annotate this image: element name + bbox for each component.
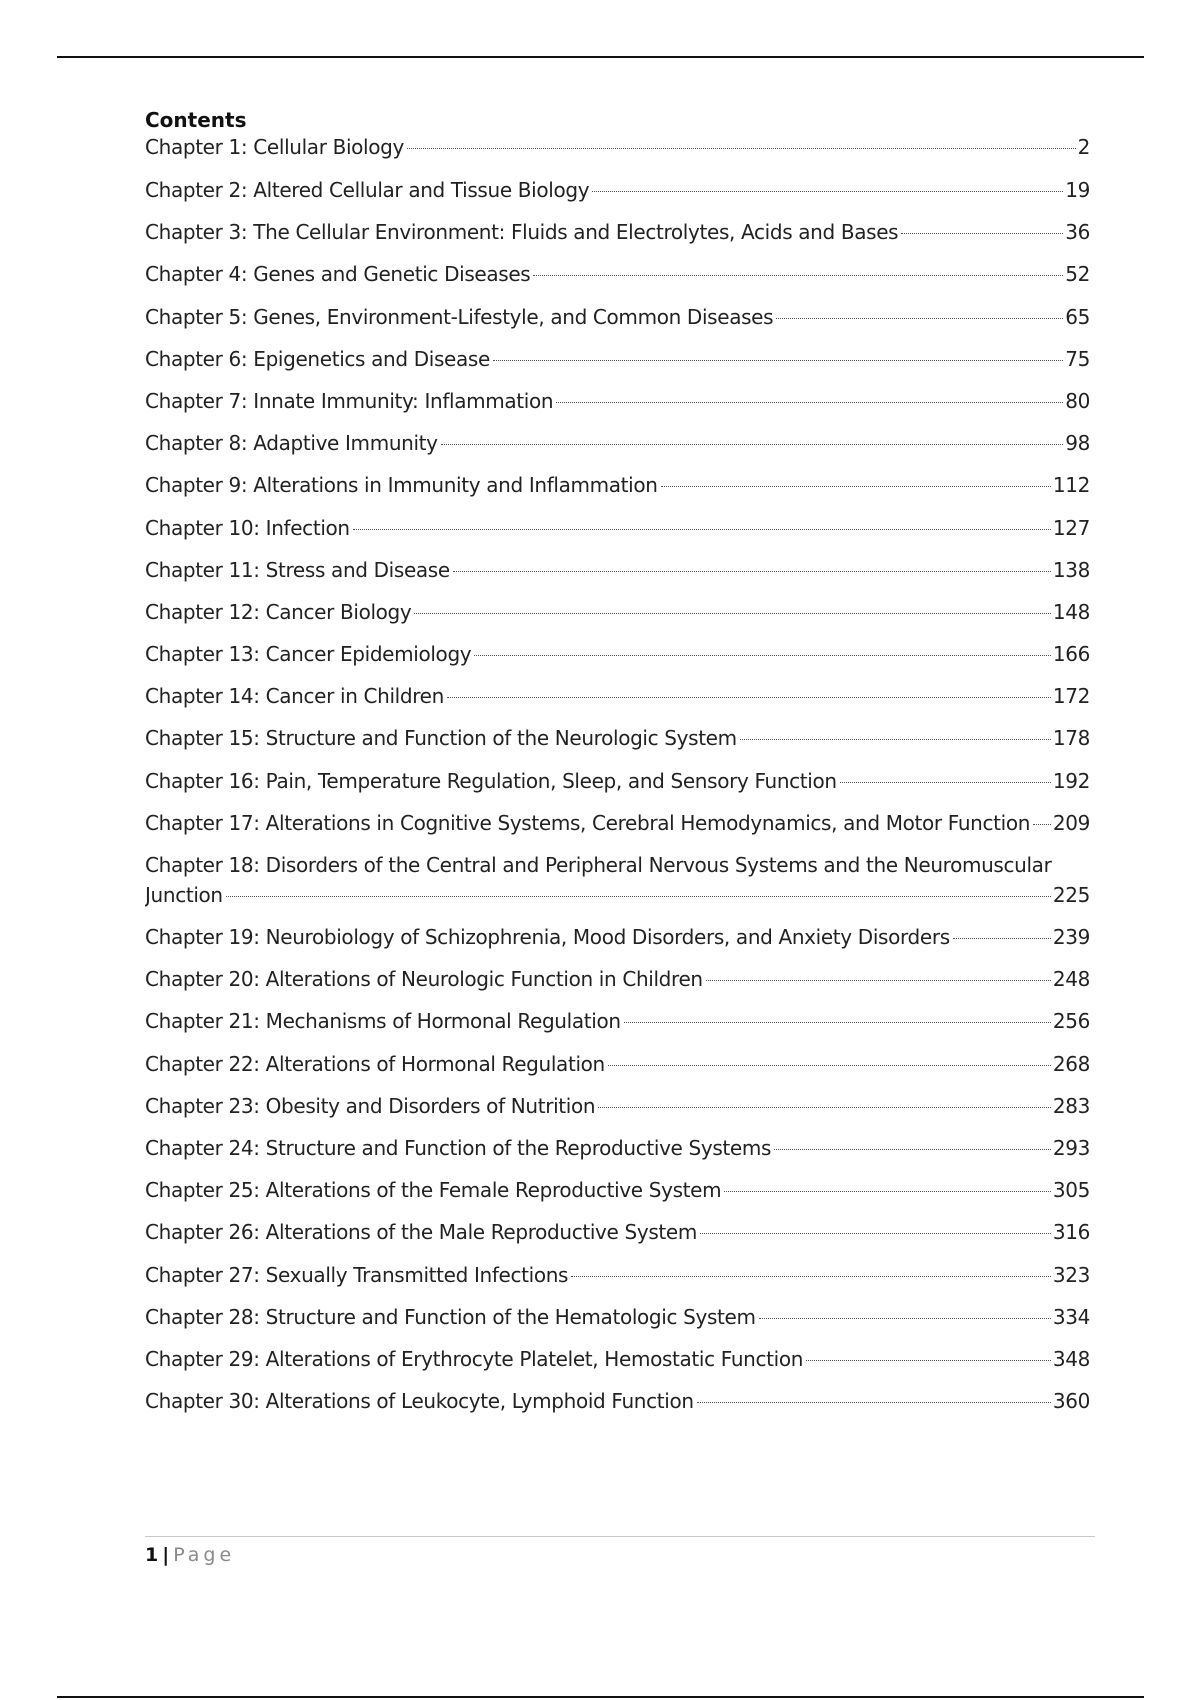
toc-entry-page: 192 xyxy=(1052,768,1090,793)
dot-leader xyxy=(608,1065,1051,1066)
toc-entry-page: 283 xyxy=(1052,1093,1090,1118)
dot-leader xyxy=(774,1149,1051,1150)
toc-entry[interactable] xyxy=(145,304,1090,346)
toc-entry-title-continued: Junction xyxy=(145,883,223,907)
toc-entry[interactable] xyxy=(145,557,1090,599)
toc-list xyxy=(145,134,1090,1430)
toc-entry-page: 2 xyxy=(1077,135,1090,159)
bottom-border-rule xyxy=(57,1696,1144,1698)
toc-entry-title: Chapter 11: Stress and Disease xyxy=(145,557,450,582)
toc-entry[interactable] xyxy=(145,1177,1090,1219)
toc-entry-title: Chapter 23: Obesity and Disorders of Nutrition xyxy=(145,1093,596,1118)
page-number: 1 xyxy=(145,1544,159,1566)
toc-entry[interactable] xyxy=(145,472,1090,514)
toc-entry-page: 80 xyxy=(1065,388,1090,413)
toc-entry-title: Chapter 24: Structure and Function of the Reproductive Systems xyxy=(145,1135,772,1160)
toc-entry-page: 65 xyxy=(1065,304,1090,329)
dot-leader xyxy=(441,444,1064,445)
toc-entry-page: 178 xyxy=(1052,726,1090,751)
toc-entry[interactable] xyxy=(145,599,1090,641)
dot-leader xyxy=(1033,824,1051,825)
dot-leader xyxy=(776,318,1063,319)
toc-entry[interactable] xyxy=(145,1304,1090,1346)
dot-leader xyxy=(700,1233,1051,1234)
dot-leader xyxy=(624,1022,1051,1023)
toc-entry-page: 209 xyxy=(1052,810,1090,835)
toc-entry-title: Chapter 10: Infection xyxy=(145,515,350,540)
dot-leader xyxy=(556,402,1063,403)
dot-leader xyxy=(598,1107,1051,1108)
page-footer xyxy=(145,1536,1095,1567)
footer-page-label xyxy=(145,1543,1095,1567)
dot-leader xyxy=(493,360,1063,361)
toc-entry-page: 256 xyxy=(1052,1009,1090,1034)
toc-entry[interactable] xyxy=(145,219,1090,261)
toc-entry[interactable] xyxy=(145,966,1090,1008)
toc-entry[interactable] xyxy=(145,1051,1090,1093)
page-separator: | xyxy=(162,1544,170,1566)
toc-entry-page: 52 xyxy=(1065,262,1090,287)
toc-entry-title: Chapter 19: Neurobiology of Schizophrenia, Mood Disorders, and Anxiety Disorders xyxy=(145,925,950,949)
toc-entry-title: Chapter 4: Genes and Genetic Diseases xyxy=(145,262,531,287)
toc-entry[interactable] xyxy=(145,1093,1090,1135)
toc-entry-title: Chapter 3: The Cellular Environment: Fluids and Electrolytes, Acids and Bases xyxy=(145,220,899,245)
toc-entry[interactable] xyxy=(145,1388,1090,1430)
toc-entry-page: 225 xyxy=(1052,883,1090,907)
footer-divider xyxy=(145,1536,1095,1537)
toc-entry-page: 166 xyxy=(1052,642,1090,667)
dot-leader xyxy=(901,233,1063,234)
toc-entry-page: 239 xyxy=(1052,925,1090,949)
dot-leader xyxy=(453,571,1051,572)
toc-entry-title: Chapter 18: Disorders of the Central and Peripheral Nervous Systems and the Neuromuscular xyxy=(145,853,1052,877)
toc-entry[interactable] xyxy=(145,1135,1090,1177)
toc-entry-title: Chapter 27: Sexually Transmitted Infections xyxy=(145,1262,569,1287)
dot-leader xyxy=(840,782,1051,783)
toc-entry-title: Chapter 9: Alterations in Immunity and Inflammation xyxy=(145,473,658,498)
toc-entry-page: 172 xyxy=(1052,684,1090,709)
toc-entry-page: 138 xyxy=(1052,557,1090,582)
page-word: Page xyxy=(173,1544,236,1566)
toc-entry-title: Chapter 5: Genes, Environment-Lifestyle, and Common Diseases xyxy=(145,304,774,329)
toc-entry-title: Chapter 12: Cancer Biology xyxy=(145,599,412,624)
toc-entry-page: 316 xyxy=(1052,1220,1090,1245)
dot-leader xyxy=(592,191,1063,192)
toc-entry-title: Chapter 16: Pain, Temperature Regulation, Sleep, and Sensory Function xyxy=(145,768,837,793)
toc-entry-title: Chapter 7: Innate Immunity: Inflammation xyxy=(145,388,554,413)
toc-entry[interactable] xyxy=(145,1346,1090,1388)
toc-entry-page: 305 xyxy=(1052,1178,1090,1203)
toc-entry-title: Chapter 15: Structure and Function of the Neurologic System xyxy=(145,726,737,751)
toc-entry-title: Chapter 21: Mechanisms of Hormonal Regulation xyxy=(145,1009,621,1034)
toc-entry-page: 112 xyxy=(1052,473,1090,498)
dot-leader xyxy=(806,1360,1051,1361)
toc-entry[interactable] xyxy=(145,1219,1090,1261)
toc-entry[interactable] xyxy=(145,261,1090,303)
top-border-rule xyxy=(57,56,1144,58)
toc-entry-page: 248 xyxy=(1052,967,1090,992)
toc-heading: Contents xyxy=(145,108,247,132)
toc-entry-title: Chapter 26: Alterations of the Male Reproductive System xyxy=(145,1220,697,1245)
toc-entry-title: Chapter 13: Cancer Epidemiology xyxy=(145,642,472,667)
toc-entry-page: 148 xyxy=(1052,599,1090,624)
dot-leader xyxy=(474,655,1051,656)
dot-leader xyxy=(953,938,1051,939)
dot-leader xyxy=(407,148,1076,149)
dot-leader xyxy=(533,275,1063,276)
dot-leader xyxy=(697,1402,1051,1403)
toc-entry-page: 36 xyxy=(1065,220,1090,245)
toc-entry-title: Chapter 17: Alterations in Cognitive Systems, Cerebral Hemodynamics, and Motor Function xyxy=(145,810,1031,835)
toc-entry-title: Chapter 6: Epigenetics and Disease xyxy=(145,346,490,371)
toc-entry-title: Chapter 1: Cellular Biology xyxy=(145,135,404,159)
toc-entry-title: Chapter 29: Alterations of Erythrocyte Platelet, Hemostatic Function xyxy=(145,1346,804,1371)
dot-leader xyxy=(571,1276,1051,1277)
toc-entry-page: 268 xyxy=(1052,1051,1090,1076)
dot-leader xyxy=(759,1318,1051,1319)
toc-entry-title: Chapter 30: Alterations of Leukocyte, Lymphoid Function xyxy=(145,1389,694,1414)
dot-leader xyxy=(226,896,1051,897)
toc-entry-page: 293 xyxy=(1052,1135,1090,1160)
toc-entry-continuation xyxy=(145,882,1090,909)
dot-leader xyxy=(414,613,1050,614)
dot-leader xyxy=(724,1191,1051,1192)
dot-leader xyxy=(661,486,1051,487)
toc-entry-page: 360 xyxy=(1052,1389,1090,1414)
toc-entry[interactable] xyxy=(145,388,1090,430)
toc-entry-title: Chapter 28: Structure and Function of the Hematologic System xyxy=(145,1304,756,1329)
toc-entry-title: Chapter 2: Altered Cellular and Tissue Biology xyxy=(145,178,590,202)
toc-entry[interactable] xyxy=(145,1262,1090,1304)
dot-leader xyxy=(740,739,1051,740)
toc-entry[interactable] xyxy=(145,515,1090,557)
toc-entry[interactable] xyxy=(145,134,1090,177)
toc-entry[interactable] xyxy=(145,810,1090,852)
toc-entry-page: 334 xyxy=(1052,1304,1090,1329)
dot-leader xyxy=(447,697,1051,698)
toc-entry[interactable] xyxy=(145,430,1090,472)
dot-leader xyxy=(353,529,1051,530)
toc-entry[interactable] xyxy=(145,177,1090,219)
toc-entry[interactable] xyxy=(145,725,1090,767)
toc-entry-title: Chapter 25: Alterations of the Female Reproductive System xyxy=(145,1178,722,1203)
toc-entry[interactable] xyxy=(145,683,1090,725)
toc-entry[interactable] xyxy=(145,924,1090,966)
toc-entry-page: 127 xyxy=(1052,515,1090,540)
toc-entry[interactable] xyxy=(145,768,1090,810)
table-of-contents xyxy=(145,106,1090,1430)
toc-entry-page: 348 xyxy=(1052,1346,1090,1371)
toc-entry-title: Chapter 8: Adaptive Immunity xyxy=(145,431,438,456)
toc-entry-title: Chapter 22: Alterations of Hormonal Regulation xyxy=(145,1051,605,1076)
toc-entry[interactable] xyxy=(145,346,1090,388)
toc-entry[interactable] xyxy=(145,1008,1090,1050)
dot-leader xyxy=(706,980,1051,981)
toc-entry[interactable] xyxy=(145,641,1090,683)
toc-entry-title: Chapter 14: Cancer in Children xyxy=(145,684,444,709)
toc-entry-page: 75 xyxy=(1065,346,1090,371)
toc-entry[interactable] xyxy=(145,852,1090,924)
toc-entry-page: 19 xyxy=(1065,178,1090,202)
toc-entry-page: 98 xyxy=(1065,431,1090,456)
toc-entry-page: 323 xyxy=(1052,1262,1090,1287)
toc-entry-title: Chapter 20: Alterations of Neurologic Function in Children xyxy=(145,967,703,992)
